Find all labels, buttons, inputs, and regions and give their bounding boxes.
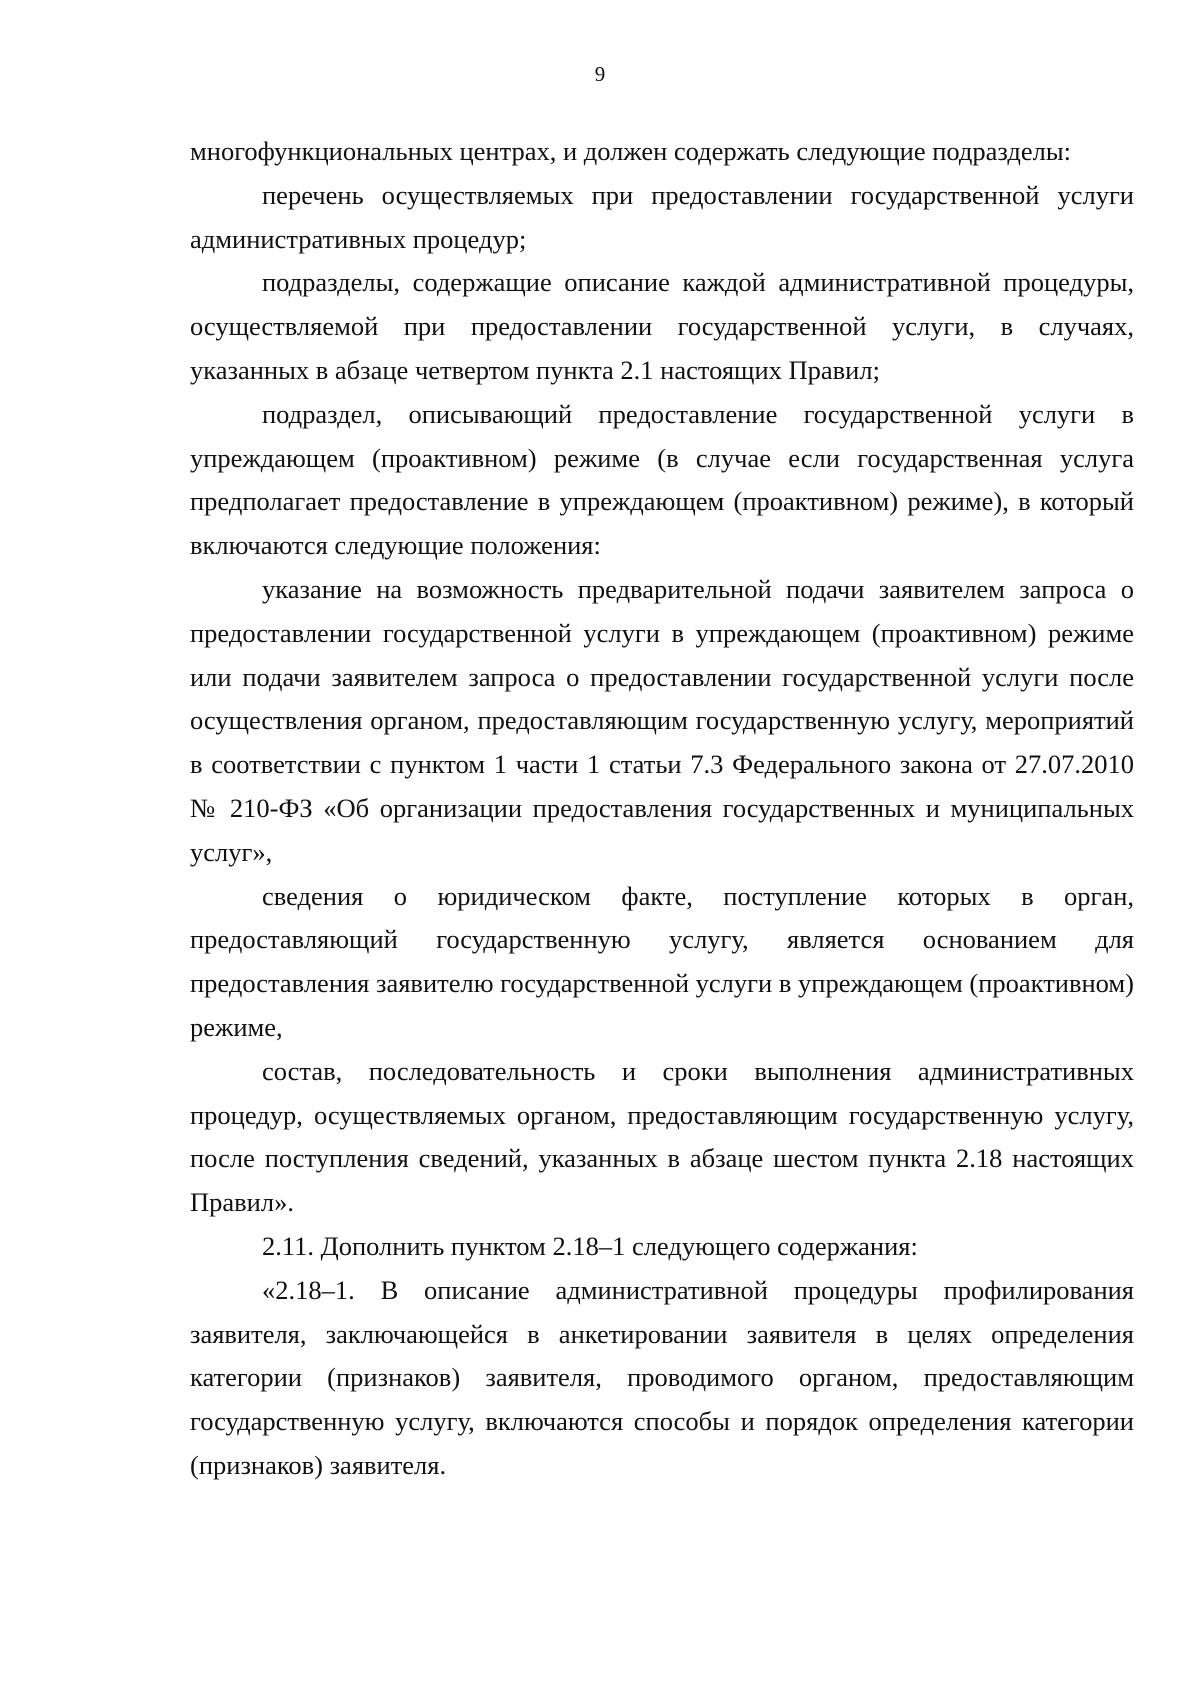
paragraph-proactive-mode-subsection: подраздел, описывающий предоставление государственной услуги в упреждающем (проактивном) режиме (в случае если государственная услуга предполагает предоставление в упреждающем (проактивном) режиме), в который включаются следующие положения: [190, 398, 1134, 561]
paragraph-preliminary-request: указание на возможность предварительной подачи заявителем запроса о предоставлении государственной услуги в упреждающем (проактивном) режиме или подачи заявителем запроса о предоставлении государственной услуги после осуществления органом, предоставляющим государственную услугу, мероприятий в соответствии с пунктом 1 части 1 статьи 7.3 Федерального закона от 27.07.2010 № 210-ФЗ «Об организации предоставления государственных и муниципальных услуг», [190, 573, 1134, 867]
page-number: 9 [594, 62, 606, 86]
paragraph-procedure-composition: состав, последовательность и сроки выполнения административных процедур, осуществляемых органом, предоставляющим государственную услугу, после поступления сведений, указанных в абзаце шестом пункта 2.18 настоящих Правил». [190, 1055, 1134, 1218]
paragraph-subsections-description: подразделы, содержащие описание каждой административной процедуры, осуществляемой при предоставлении государственной услуги, в случаях, указанных в абзаце четвертом пункта 2.1 настоящих Правил; [190, 267, 1134, 385]
document-body [190, 130, 1134, 1488]
paragraph-procedures-list: перечень осуществляемых при предоставлении государственной услуги административных процедур; [190, 179, 1134, 254]
paragraph-item-2-18-1: «2.18–1. В описание административной процедуры профилирования заявителя, заключающейся в анкетировании заявителя в целях определения категории (признаков) заявителя, проводимого органом, предоставляющим государственную услугу, включаются способы и порядок определения категории (признаков) заявителя. [190, 1274, 1134, 1480]
paragraph-continuation: многофункциональных центрах, и должен содержать следующие подразделы: [190, 136, 1072, 166]
paragraph-legal-fact-info: сведения о юридическом факте, поступление которых в орган, предоставляющий государственную услугу, является основанием для предоставления заявителю государственной услуги в упреждающем (проактивном) режиме, [190, 880, 1134, 1042]
paragraph-amendment-2-11: 2.11. Дополнить пунктом 2.18–1 следующего содержания: [262, 1230, 918, 1261]
